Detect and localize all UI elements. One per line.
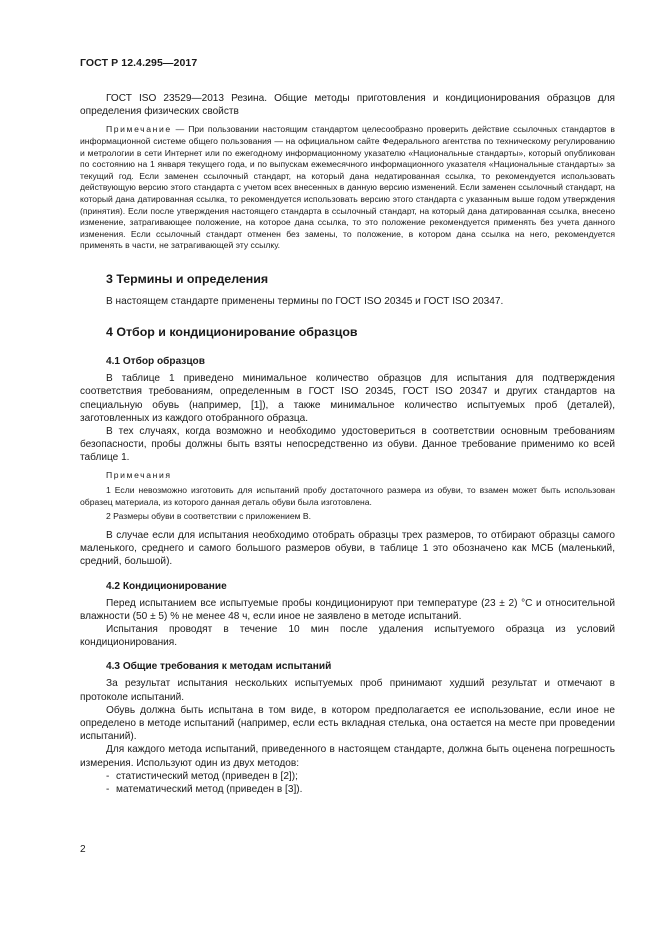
note-text: — При пользовании настоящим стандартом целесообразно проверить действие ссылочных стандартов в информационной системе общего пользования — на официальном сайте Федерального агентства по техническому регулированию и метрологии в сети Интернет или по ежегодному информационному указателю «Национальные стандарты», который опубликован по состоянию на 1 января текущего года, и по выпускам ежемесячного информационного указателя «Национальные стандарты» за текущий год. Если заменен ссылочный стандарт, на который дана недатированная ссылка, то рекомендуется использовать действующую версию этого стандарта с учетом всех внесенных в данную версию изменений. Если заменен ссылочный стандарт, на который дана датированная ссылка, то рекомендуется использовать версию этого стандарта с указанным выше годом утверждения (принятия). Если после утверждения настоящего стандарта в ссылочный стандарт, на который дана датированная ссылка, внесено изменение, затрагивающее положение, на которое дана ссылка, то это положение рекомендуется применять без учета данного изменения. Если ссылочный стандарт отменен без замены, то положение, в котором дана ссылка на него, рекомендуется применять в части, не затрагивающей эту ссылку.	[80, 124, 615, 251]
section-3-heading: 3 Термины и определения	[106, 271, 269, 286]
document-header: ГОСТ Р 12.4.295—2017	[80, 57, 198, 69]
list-item-text: статистический метод (приведен в [2]);	[116, 770, 298, 782]
subsection-4-3-paragraph-2: Обувь должна быть испытана в том виде, в котором предполагается ее использование, если иное не определено в методе испытаний (например, если есть вкладная стелька, она остается на месте при проведении испытаний).	[80, 704, 615, 743]
subsection-4-1-paragraph-1: В таблице 1 приведено минимальное количество образцов для испытания для подтверждения соответствия требованиям, определенным в ГОСТ ISO 20345, ГОСТ ISO 20347 и других стандартов на специальную обувь (например, [1]), а также минимальное количество испытуемых проб (деталей), заготовленных из каждого отобранного образца.	[80, 373, 615, 424]
note-label: Примечание	[106, 124, 172, 135]
normative-reference: ГОСТ ISO 23529—2013 Резина. Общие методы приготовления и кондиционирования образцов для определения физических свойств	[80, 93, 615, 118]
list-item-text: математический метод (приведен в [3]).	[116, 783, 303, 795]
notes-label: Примечания	[106, 469, 172, 480]
section-3-text: В настоящем стандарте применены термины по ГОСТ ISO 20345 и ГОСТ ISO 20347.	[106, 295, 504, 307]
list-item: - математический метод (приведен в [3]).	[106, 783, 303, 795]
note-2: 2 Размеры обуви в соответствии с приложением В.	[106, 511, 312, 522]
note-1: 1 Если невозможно изготовить для испытаний пробу достаточного размера из обуви, то взамен может быть использован образец материала, из которого данная деталь обуви была изготовлена.	[80, 485, 615, 507]
subsection-4-1-paragraph-2: В тех случаях, когда возможно и необходимо удостовериться в соответствии основным требованиям безопасности, пробы должны быть взяты непосредственно из обуви. Данное требование применимо ко всей таблице 1.	[80, 425, 615, 464]
subsection-4-2-paragraph-1: Перед испытанием все испытуемые пробы кондиционируют при температуре (23 ± 2) °С и относительной влажности (50 ± 5) % не менее 48 ч, если иное не заявлено в методе испытаний.	[80, 597, 615, 622]
subsection-4-2-paragraph-2: Испытания проводят в течение 10 мин после удаления испытуемого образца из условий кондиционирования.	[80, 623, 615, 649]
subsection-4-1-paragraph-3: В случае если для испытания необходимо отобрать образцы трех размеров, то отбирают образцы самого маленького, среднего и самого большого размеров обуви, в таблице 1 это обозначено как МСБ (маленький, средний, большой).	[80, 529, 615, 568]
subsection-4-2-heading: 4.2 Кондиционирование	[106, 580, 227, 592]
section-4-heading: 4 Отбор и кондиционирование образцов	[106, 325, 358, 340]
page-number: 2	[80, 844, 86, 855]
page-content	[80, 92, 615, 796]
subsection-4-3-heading: 4.3 Общие требования к методам испытаний	[106, 661, 332, 673]
subsection-4-3-paragraph-1: За результат испытания нескольких испытуемых проб принимают худший результат и отмечают в протоколе испытаний.	[80, 678, 615, 703]
list-item: - статистический метод (приведен в [2]);	[106, 770, 298, 782]
subsection-4-3-paragraph-3: Для каждого метода испытаний, приведенного в настоящем стандарте, должна быть оценена погрешность измерения. Используют один из двух методов:	[80, 744, 615, 769]
reference-note	[80, 124, 615, 252]
subsection-4-1-heading: 4.1 Отбор образцов	[106, 356, 205, 368]
